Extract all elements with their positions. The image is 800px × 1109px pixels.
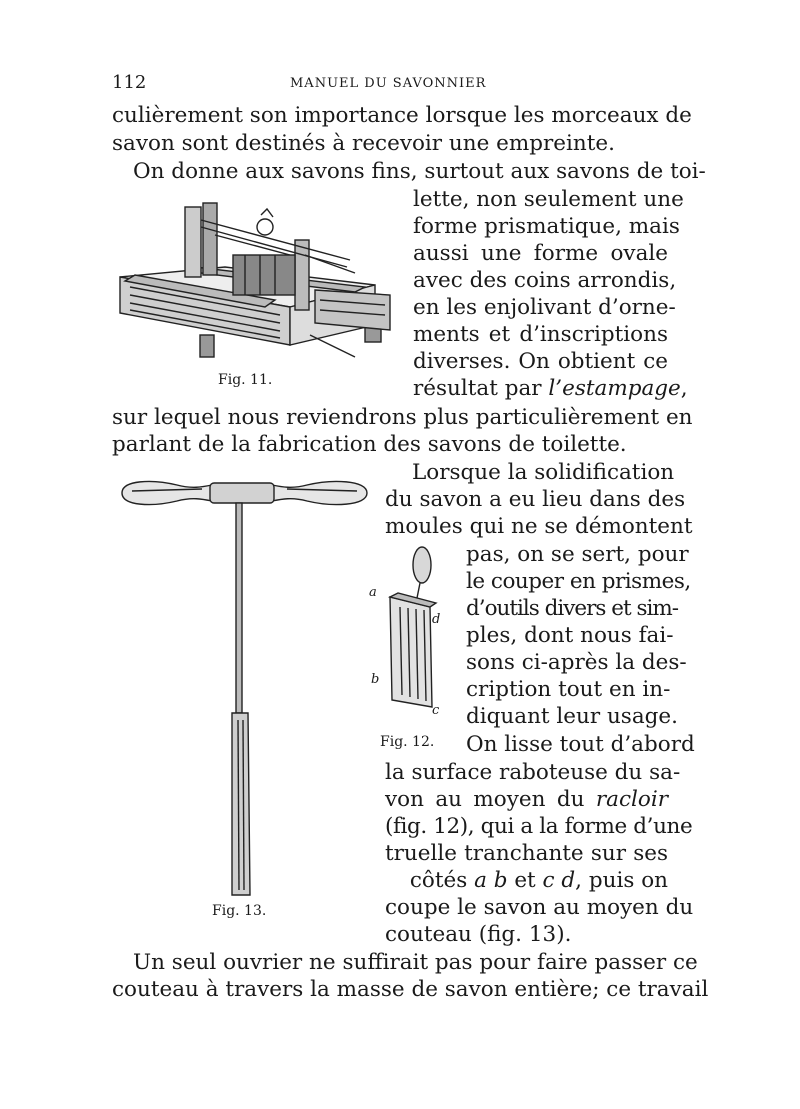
text-line-1: culièrement son importance lorsque les morceaux de	[112, 103, 692, 128]
text-line-3: On donne aux savons fins, surtout aux savons de toi-	[133, 159, 706, 184]
text-line-22: cription tout en in-	[466, 677, 671, 702]
text-segment: résultat par	[413, 376, 549, 401]
text-line-9: ments et d’inscriptions	[413, 322, 668, 347]
text-line-13: parlant de la fabrication des savons de toilette.	[112, 432, 627, 457]
text-segment: côtés	[409, 868, 475, 893]
text-line-15: du savon a eu lieu dans des	[385, 487, 686, 512]
text-line-28: truelle tranchante sur ses	[385, 841, 668, 866]
italic-term-racloir: racloir	[595, 787, 668, 812]
text-line-18: le couper en prismes,	[466, 569, 691, 594]
text-segment: , puis on	[575, 868, 668, 893]
text-segment: ,	[680, 376, 688, 401]
text-line-19: d’outils divers et sim-	[466, 596, 679, 621]
figure-12-label-d: d	[432, 612, 441, 627]
figure-12-label-c: c	[432, 703, 440, 718]
text-line-23: diquant leur usage.	[466, 704, 678, 729]
text-line-16: moules qui ne se démontent	[385, 514, 693, 539]
text-segment: et	[507, 868, 543, 893]
text-line-29	[385, 867, 668, 895]
text-line-7: avec des coins arrondis,	[413, 268, 677, 293]
figure-13-caption: Fig. 13.	[212, 903, 267, 919]
text-line-20: ples, dont nous fai-	[466, 623, 674, 648]
text-line-25: la surface raboteuse du sa-	[385, 760, 681, 785]
italic-edge-cd: c d	[542, 868, 576, 893]
text-line-33: couteau à travers la masse de savon entière; ce travail	[112, 977, 709, 1002]
figure-12-label-b: b	[371, 672, 380, 687]
text-line-26	[385, 786, 668, 814]
text-line-21: sons ci-après la des-	[466, 650, 687, 675]
figure-12-label-a: a	[369, 585, 377, 600]
page-number: 112	[112, 72, 147, 93]
figure-12-caption: Fig. 12.	[380, 734, 435, 750]
figure-11-caption: Fig. 11.	[218, 372, 273, 388]
running-title: MANUEL DU SAVONNIER	[290, 76, 487, 91]
text-line-10: diverses. On obtient ce	[413, 349, 668, 374]
figure-11-cutting-frame	[115, 195, 405, 370]
text-line-12: sur lequel nous reviendrons plus particulièrement en	[112, 405, 693, 430]
text-line-30: coupe le savon au moyen du	[385, 895, 694, 920]
text-line-32: Un seul ouvrier ne suffirait pas pour faire passer ce	[133, 950, 698, 975]
text-line-5: forme prismatique, mais	[413, 214, 680, 239]
text-line-11	[413, 375, 688, 403]
text-line-8: en les enjolivant d’orne-	[413, 295, 676, 320]
text-line-14: Lorsque la solidification	[412, 460, 675, 485]
figure-12-scraper	[380, 545, 455, 720]
text-line-24: On lisse tout d’abord	[466, 732, 695, 757]
figure-13-knife	[112, 475, 382, 900]
text-line-31: couteau (fig. 13).	[385, 922, 572, 947]
text-segment: von au moyen du	[385, 787, 596, 812]
italic-term-estampage: l’estampage	[548, 376, 681, 401]
italic-edge-ab: a b	[474, 868, 508, 893]
text-line-4: lette, non seulement une	[413, 187, 684, 212]
text-line-2: savon sont destinés à recevoir une empreinte.	[112, 131, 615, 156]
text-line-6: aussi une forme ovale	[413, 241, 668, 266]
text-line-17: pas, on se sert, pour	[466, 542, 689, 567]
text-line-27: (fig. 12), qui a la forme d’une	[385, 814, 693, 839]
